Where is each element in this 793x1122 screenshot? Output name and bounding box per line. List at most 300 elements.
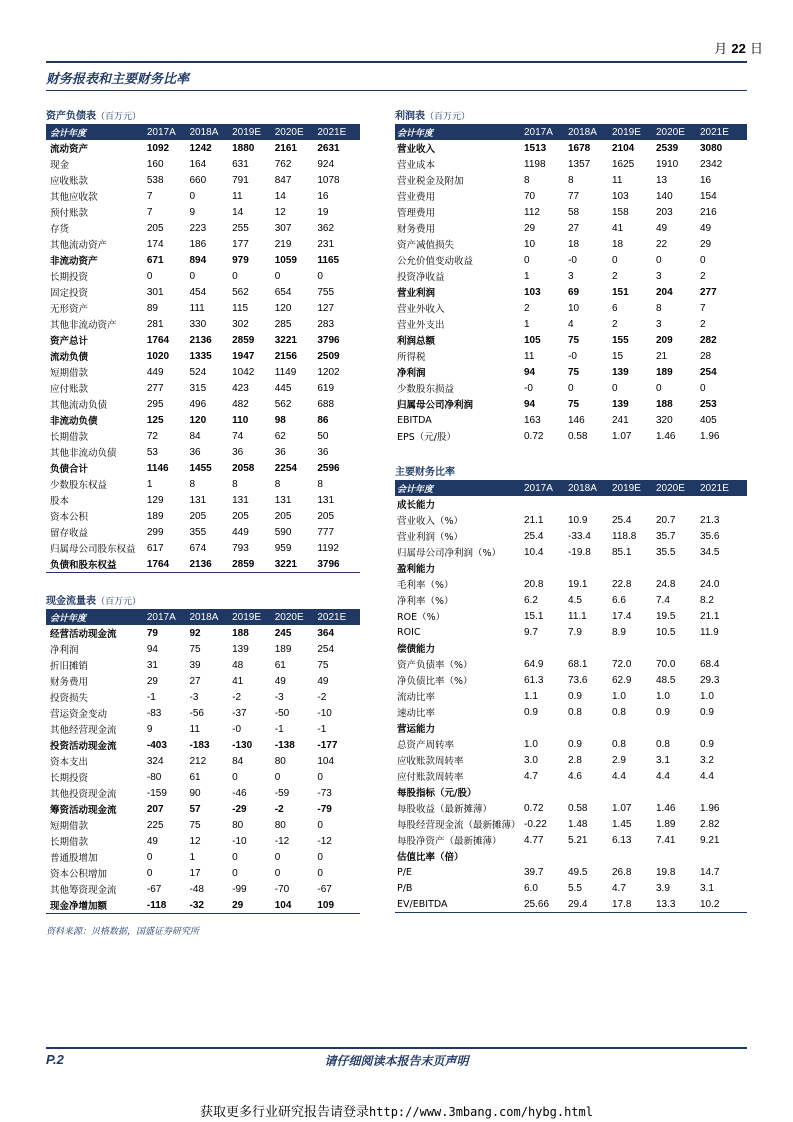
row-label: 应收账款周转率 bbox=[397, 756, 464, 767]
table-row bbox=[46, 625, 360, 641]
cell-value: 5.5 bbox=[568, 882, 582, 894]
cell-value: -3 bbox=[274, 691, 284, 703]
cell-value: 41 bbox=[232, 675, 244, 687]
table-row bbox=[46, 641, 360, 657]
cell-value: 12 bbox=[274, 206, 286, 218]
cell-value: -138 bbox=[274, 739, 295, 751]
table-row bbox=[46, 380, 360, 396]
header-year: 2021E bbox=[700, 126, 729, 138]
row-label: 流动资产 bbox=[50, 144, 89, 155]
table-row bbox=[46, 833, 360, 849]
cell-value: 454 bbox=[189, 286, 207, 298]
row-label: 净利润 bbox=[397, 368, 426, 379]
cell-value: 49 bbox=[700, 222, 712, 234]
cell-value: 0.9 bbox=[700, 706, 714, 718]
cell-value: 1.1 bbox=[524, 690, 538, 702]
cell-value: 205 bbox=[189, 510, 207, 522]
cell-value: 11.1 bbox=[568, 610, 587, 622]
cell-value: 19.1 bbox=[568, 578, 588, 590]
table-row bbox=[395, 428, 747, 444]
cell-value: -67 bbox=[317, 883, 332, 895]
cell-value: 26.8 bbox=[612, 866, 632, 878]
cell-value: 6.6 bbox=[612, 594, 626, 606]
cell-value: 1.0 bbox=[612, 690, 626, 702]
cell-value: 0.8 bbox=[568, 706, 582, 718]
cell-value: 1 bbox=[524, 318, 530, 330]
cell-value: 590 bbox=[274, 526, 292, 538]
cell-value: 29 bbox=[700, 238, 712, 250]
cell-value: 49 bbox=[656, 222, 668, 234]
cell-value: 1.07 bbox=[612, 802, 632, 814]
cell-value: 75 bbox=[317, 659, 329, 671]
table-title: 现金流量表（百万元） bbox=[46, 596, 142, 607]
cell-value: 2 bbox=[524, 302, 530, 314]
cell-value: 17 bbox=[189, 867, 201, 879]
cell-value: 98 bbox=[274, 414, 286, 426]
cell-value: 4.77 bbox=[524, 834, 544, 846]
table-row bbox=[46, 817, 360, 833]
cell-value: 0.9 bbox=[656, 706, 670, 718]
cell-value: 1.89 bbox=[656, 818, 676, 830]
row-label: 营业利润 bbox=[397, 288, 436, 299]
cell-value: 364 bbox=[317, 627, 335, 639]
cell-value: 125 bbox=[146, 414, 164, 426]
cell-value: 146 bbox=[568, 414, 585, 426]
cell-value: 619 bbox=[317, 382, 335, 394]
cell-value: 205 bbox=[232, 510, 249, 522]
row-label: 营业外收入 bbox=[397, 304, 445, 315]
cell-value: 25.4 bbox=[612, 514, 632, 526]
cell-value: 562 bbox=[274, 398, 292, 410]
cell-value: 10.4 bbox=[524, 546, 544, 558]
cell-value: 58 bbox=[568, 206, 580, 218]
cell-value: 36 bbox=[232, 446, 244, 458]
cell-value: 617 bbox=[146, 542, 164, 554]
cell-value: 16 bbox=[700, 174, 712, 186]
cell-value: 6.13 bbox=[612, 834, 632, 846]
table-row bbox=[46, 897, 360, 913]
table-row bbox=[395, 496, 747, 512]
cell-value: 205 bbox=[274, 510, 292, 522]
cell-value: 0.9 bbox=[524, 706, 538, 718]
cell-value: -118 bbox=[146, 899, 167, 911]
cell-value: 4.7 bbox=[612, 882, 626, 894]
cell-value: 140 bbox=[656, 190, 673, 202]
table-row bbox=[395, 412, 747, 428]
cell-value: 17.4 bbox=[612, 610, 632, 622]
cell-value: 80 bbox=[274, 819, 286, 831]
table-row bbox=[46, 476, 360, 492]
row-label: P/B bbox=[397, 882, 413, 894]
cell-value: 0 bbox=[146, 270, 153, 282]
cell-value: 216 bbox=[700, 206, 717, 218]
table-header-row bbox=[395, 124, 747, 140]
header-year: 2020E bbox=[274, 126, 304, 138]
cell-value: 5.21 bbox=[568, 834, 588, 846]
cell-value: 241 bbox=[612, 414, 629, 426]
cell-value: 0.58 bbox=[568, 430, 588, 442]
cell-value: 50 bbox=[317, 430, 329, 442]
cell-value: 20.7 bbox=[656, 514, 676, 526]
cell-value: 27 bbox=[189, 675, 201, 687]
cell-value: 131 bbox=[189, 494, 207, 506]
cell-value: 0 bbox=[274, 867, 281, 879]
cell-value: 295 bbox=[146, 398, 164, 410]
cell-value: 34.5 bbox=[700, 546, 720, 558]
table-row bbox=[46, 785, 360, 801]
cell-value: 207 bbox=[146, 803, 164, 815]
table-row bbox=[46, 492, 360, 508]
cell-value: 0.8 bbox=[612, 706, 626, 718]
row-label: 长期投资 bbox=[50, 272, 89, 283]
cell-value: 48 bbox=[232, 659, 244, 671]
cell-value: 307 bbox=[274, 222, 292, 234]
cell-value: 35.7 bbox=[656, 530, 676, 542]
cell-value: 17.8 bbox=[612, 898, 632, 910]
table-row bbox=[46, 460, 360, 476]
row-label: 非流动资产 bbox=[50, 256, 98, 267]
table-row bbox=[395, 736, 747, 752]
ratios-table bbox=[395, 466, 747, 913]
cash-flow-table bbox=[46, 595, 360, 914]
cell-value: 9.7 bbox=[524, 626, 538, 638]
table-row bbox=[46, 204, 360, 220]
cell-value: 0 bbox=[700, 254, 706, 266]
cell-value: 2539 bbox=[656, 142, 679, 154]
cell-value: 127 bbox=[317, 302, 335, 314]
cell-value: 1.96 bbox=[700, 430, 720, 442]
cell-value: 104 bbox=[317, 755, 335, 767]
cell-value: 0.9 bbox=[568, 738, 582, 750]
cell-value: -99 bbox=[232, 883, 247, 895]
cell-value: 186 bbox=[189, 238, 207, 250]
row-label: 管理费用 bbox=[397, 208, 436, 219]
cell-value: 449 bbox=[146, 366, 164, 378]
cell-value: 36 bbox=[274, 446, 286, 458]
cell-value: 11 bbox=[524, 350, 535, 362]
row-label: 其他投资现金流 bbox=[50, 789, 117, 800]
cell-value: 219 bbox=[274, 238, 292, 250]
cell-value: 1.0 bbox=[656, 690, 670, 702]
table-row bbox=[395, 172, 747, 188]
cell-value: 1.46 bbox=[656, 802, 676, 814]
cell-value: 77 bbox=[568, 190, 580, 202]
cell-value: 15.1 bbox=[524, 610, 544, 622]
table-row bbox=[46, 721, 360, 737]
row-label: 成长能力 bbox=[397, 500, 436, 511]
row-label: 少数股东权益 bbox=[50, 480, 108, 491]
row-label: 现金 bbox=[50, 160, 70, 171]
cell-value: 277 bbox=[146, 382, 164, 394]
header-year: 2019E bbox=[232, 126, 262, 138]
cell-value: 4.4 bbox=[612, 770, 626, 782]
cell-value: 10 bbox=[568, 302, 580, 314]
cell-value: 0 bbox=[612, 254, 618, 266]
cell-value: -80 bbox=[146, 771, 162, 783]
cell-value: 11 bbox=[189, 723, 200, 735]
cell-value: 6.0 bbox=[524, 882, 538, 894]
table-row bbox=[395, 720, 747, 736]
row-label: 估值比率（倍） bbox=[397, 852, 464, 863]
cell-value: 793 bbox=[232, 542, 249, 554]
table-row bbox=[395, 880, 747, 896]
cell-value: 120 bbox=[274, 302, 292, 314]
cell-value: 0 bbox=[146, 867, 153, 879]
cell-value: 94 bbox=[146, 643, 158, 655]
cell-value: 8 bbox=[524, 174, 530, 186]
cell-value: -130 bbox=[232, 739, 253, 751]
table-row bbox=[395, 332, 747, 348]
cell-value: 1078 bbox=[317, 174, 340, 186]
cell-value: 1.0 bbox=[700, 690, 714, 702]
source-note: 资料来源：贝格数据，国盛证券研究所 bbox=[46, 927, 200, 937]
cell-value: 31 bbox=[146, 659, 158, 671]
cell-value: 19.8 bbox=[656, 866, 676, 878]
row-label: 其他非流动负债 bbox=[50, 448, 117, 459]
row-label: 无形资产 bbox=[50, 304, 89, 315]
cell-value: -10 bbox=[317, 707, 332, 719]
cell-value: 120 bbox=[189, 414, 207, 426]
cell-value: 62 bbox=[274, 430, 286, 442]
cell-value: 254 bbox=[700, 366, 717, 378]
cell-value: 0 bbox=[146, 851, 153, 863]
row-label: 短期借款 bbox=[50, 821, 89, 832]
cell-value: 1880 bbox=[232, 142, 255, 154]
cell-value: 189 bbox=[274, 643, 292, 655]
cell-value: 11.9 bbox=[700, 626, 719, 638]
row-label: 其他流动资产 bbox=[50, 240, 108, 251]
cell-value: 0 bbox=[524, 254, 530, 266]
table-row bbox=[46, 753, 360, 769]
row-label: 应付账款 bbox=[50, 384, 89, 395]
row-label: 资产负债率（%） bbox=[397, 660, 473, 671]
cell-value: -0 bbox=[568, 350, 577, 362]
header-label: 会计年度 bbox=[50, 613, 87, 624]
cell-value: 205 bbox=[146, 222, 164, 234]
cell-value: 2.82 bbox=[700, 818, 720, 830]
cell-value: 14 bbox=[232, 206, 244, 218]
cell-value: 4.4 bbox=[656, 770, 670, 782]
cell-value: 674 bbox=[189, 542, 207, 554]
table-row bbox=[395, 704, 747, 720]
cell-value: 80 bbox=[274, 755, 286, 767]
cell-value: 9 bbox=[189, 206, 196, 218]
cell-value: 0 bbox=[317, 867, 323, 879]
table-row bbox=[395, 608, 747, 624]
cell-value: 8 bbox=[189, 478, 196, 490]
row-label: 营业税金及附加 bbox=[397, 176, 464, 187]
cell-value: 445 bbox=[274, 382, 292, 394]
cell-value: 3.9 bbox=[656, 882, 670, 894]
cell-value: 118.8 bbox=[612, 530, 637, 542]
row-label: 非流动负债 bbox=[50, 416, 98, 427]
header-year: 2020E bbox=[656, 482, 685, 494]
cell-value: 762 bbox=[274, 158, 292, 170]
cell-value: 49 bbox=[146, 835, 158, 847]
cell-value: 14 bbox=[274, 190, 286, 202]
cell-value: 355 bbox=[189, 526, 207, 538]
cell-value: 204 bbox=[656, 286, 673, 298]
table-row bbox=[46, 412, 360, 428]
table-title: 资产负债表（百万元） bbox=[46, 111, 142, 122]
cell-value: 75 bbox=[189, 643, 201, 655]
table-row bbox=[46, 428, 360, 444]
cell-value: 131 bbox=[317, 494, 335, 506]
row-label: EPS（元/股） bbox=[397, 432, 456, 443]
cell-value: 84 bbox=[189, 430, 201, 442]
table-row bbox=[46, 508, 360, 524]
cell-value: 72.0 bbox=[612, 658, 632, 670]
cell-value: 0.8 bbox=[656, 738, 670, 750]
cell-value: 25.4 bbox=[524, 530, 544, 542]
table-row bbox=[395, 252, 747, 268]
row-label: 固定投资 bbox=[50, 288, 89, 299]
cell-value: 3 bbox=[656, 318, 662, 330]
header-year: 2019E bbox=[612, 482, 641, 494]
row-label: 其他应收款 bbox=[50, 192, 98, 203]
income-statement-table bbox=[395, 110, 747, 444]
cell-value: 283 bbox=[317, 318, 335, 330]
cell-value: 4.4 bbox=[700, 770, 714, 782]
cell-value: 151 bbox=[612, 286, 629, 298]
report-date: 月 22 日 bbox=[714, 41, 763, 57]
header-year: 2021E bbox=[317, 126, 347, 138]
cell-value: 2.8 bbox=[568, 754, 582, 766]
cell-value: -0 bbox=[232, 723, 242, 735]
row-label: 其他经营现金流 bbox=[50, 725, 117, 736]
table-row bbox=[395, 832, 747, 848]
cell-value: 70.0 bbox=[656, 658, 676, 670]
cell-value: -73 bbox=[317, 787, 332, 799]
row-label: 财务费用 bbox=[50, 677, 89, 688]
cell-value: 49.5 bbox=[568, 866, 588, 878]
cell-value: 847 bbox=[274, 174, 292, 186]
section-rule bbox=[46, 90, 747, 91]
row-label: 营业费用 bbox=[397, 192, 436, 203]
cell-value: 92 bbox=[189, 627, 201, 639]
cell-value: 61.3 bbox=[524, 674, 544, 686]
cell-value: 0 bbox=[232, 867, 238, 879]
cell-value: 777 bbox=[317, 526, 335, 538]
cell-value: 894 bbox=[189, 254, 207, 266]
row-label: ROE（%） bbox=[397, 612, 446, 623]
row-label: 营运资金变动 bbox=[50, 709, 108, 720]
cell-value: 68.4 bbox=[700, 658, 720, 670]
cell-value: 39 bbox=[189, 659, 201, 671]
cell-value: 0 bbox=[274, 771, 281, 783]
row-label: 留存收益 bbox=[50, 528, 89, 539]
cell-value: 449 bbox=[232, 526, 249, 538]
cell-value: 70 bbox=[524, 190, 536, 202]
row-label: 投资活动现金流 bbox=[50, 741, 117, 752]
cell-value: 405 bbox=[700, 414, 717, 426]
table-row bbox=[395, 752, 747, 768]
cell-value: -48 bbox=[189, 883, 204, 895]
row-label: 总资产周转率 bbox=[397, 740, 455, 751]
header-year: 2021E bbox=[317, 611, 347, 623]
cell-value: 285 bbox=[274, 318, 292, 330]
row-label: 速动比率 bbox=[397, 708, 436, 719]
cell-value: -2 bbox=[232, 691, 242, 703]
table-row bbox=[395, 592, 747, 608]
cell-value: 1059 bbox=[274, 254, 297, 266]
cell-value: 131 bbox=[232, 494, 249, 506]
row-label: 利润总额 bbox=[397, 336, 436, 347]
table-row bbox=[46, 396, 360, 412]
cell-value: 48.5 bbox=[656, 674, 676, 686]
cell-value: 61 bbox=[189, 771, 201, 783]
cell-value: 188 bbox=[656, 398, 673, 410]
cell-value: 282 bbox=[700, 334, 717, 346]
table-row bbox=[46, 849, 360, 865]
promo-link[interactable]: http://www.3mbang.com/hybg.html bbox=[369, 1105, 593, 1119]
header-year: 2017A bbox=[524, 126, 553, 138]
row-label: 预付账款 bbox=[50, 208, 89, 219]
table-row bbox=[395, 528, 747, 544]
row-label: 投资净收益 bbox=[397, 272, 445, 283]
cell-value: 3796 bbox=[317, 558, 340, 570]
cell-value: -2 bbox=[274, 803, 284, 815]
cell-value: 1764 bbox=[146, 334, 170, 346]
row-label: 其他非流动资产 bbox=[50, 320, 117, 331]
row-label: 每股指标（元/股） bbox=[397, 788, 477, 799]
row-label: 所得税 bbox=[397, 352, 426, 363]
row-label: 资本公积增加 bbox=[50, 869, 108, 880]
cell-value: 3 bbox=[568, 270, 574, 282]
cell-value: -0 bbox=[524, 382, 533, 394]
cell-value: 4.6 bbox=[568, 770, 582, 782]
table-row bbox=[395, 896, 747, 912]
table-row bbox=[46, 865, 360, 881]
cell-value: 302 bbox=[232, 318, 249, 330]
cell-value: 8 bbox=[568, 174, 574, 186]
header-year: 2017A bbox=[524, 482, 553, 494]
cell-value: 115 bbox=[232, 302, 249, 314]
row-label: 每股收益（最新摊薄） bbox=[397, 804, 493, 815]
cell-value: 19.5 bbox=[656, 610, 676, 622]
cell-value: 10 bbox=[524, 238, 536, 250]
header-year: 2019E bbox=[612, 126, 641, 138]
row-label: 营业收入 bbox=[397, 144, 436, 155]
row-label: 毛利率（%） bbox=[397, 580, 454, 591]
cell-value: 79 bbox=[146, 627, 158, 639]
cell-value: 315 bbox=[189, 382, 207, 394]
cell-value: 1242 bbox=[189, 142, 212, 154]
cell-value: 1678 bbox=[568, 142, 591, 154]
cell-value: 1.46 bbox=[656, 430, 676, 442]
table-row bbox=[395, 156, 747, 172]
table-row bbox=[395, 848, 747, 864]
table-row bbox=[395, 560, 747, 576]
row-label: 长期借款 bbox=[50, 432, 89, 443]
cell-value: 4.5 bbox=[568, 594, 582, 606]
cell-value: 109 bbox=[317, 899, 335, 911]
table-row bbox=[46, 300, 360, 316]
cell-value: 0 bbox=[317, 270, 323, 282]
row-label: 资本支出 bbox=[50, 757, 89, 768]
row-label: 负债合计 bbox=[50, 464, 89, 475]
cell-value: 3 bbox=[656, 270, 662, 282]
row-label: 应付账款周转率 bbox=[397, 772, 464, 783]
cell-value: -183 bbox=[189, 739, 210, 751]
table-row bbox=[46, 316, 360, 332]
row-label: 净利率（%） bbox=[397, 596, 454, 607]
cell-value: 301 bbox=[146, 286, 164, 298]
cell-value: 1042 bbox=[232, 366, 255, 378]
row-label: 筹资活动现金流 bbox=[50, 805, 117, 816]
row-label: 股本 bbox=[50, 496, 70, 507]
table-row bbox=[46, 769, 360, 785]
